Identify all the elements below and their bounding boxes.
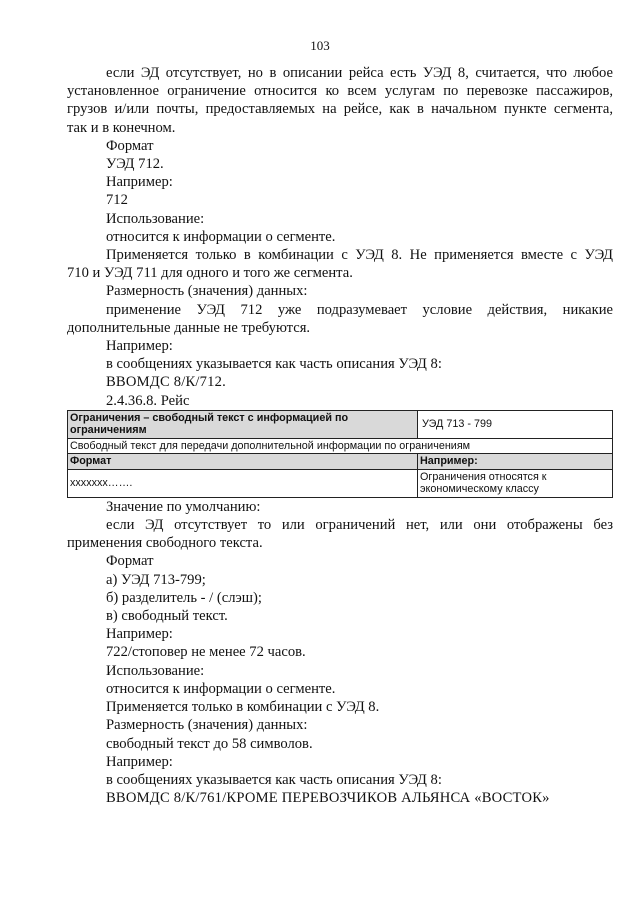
table-description-cell: Свободный текст для передачи дополнительной информации по ограничениям (68, 438, 613, 454)
default-label: Значение по умолчанию: (106, 498, 261, 515)
intro-line: установленное ограничение относится ко всем услугам по перевозке пассажиров, (67, 83, 613, 100)
intro-line: так и в конечном. (67, 119, 176, 136)
dimension-value: применение УЭД 712 уже подразумевает условие действия, никакие (106, 301, 613, 318)
format-item: а) УЭД 713-799; (106, 571, 206, 588)
dimension-value: дополнительные данные не требуются. (67, 319, 311, 336)
table-title-line: Ограничения – свободный текст с информацией по (70, 411, 349, 424)
table-code-cell: УЭД 713 - 799 (418, 410, 613, 438)
format-label: Формат (106, 553, 154, 570)
usage-note: 710 и УЭД 711 для одного и того же сегмента. (67, 265, 353, 282)
table-format-value: ххххххх……. (68, 469, 418, 497)
table-title-line: ограничениям (70, 424, 147, 437)
table-title-cell (68, 410, 418, 438)
format-item: в) свободный текст. (106, 608, 228, 625)
table-row (68, 438, 613, 454)
section-heading: 2.4.36.8. Рейс (106, 392, 190, 409)
table-example-value: Ограничения относятся к экономическому классу (418, 469, 613, 497)
format-label: Формат (106, 137, 154, 154)
page-body (67, 64, 613, 807)
format-item: б) разделитель - / (слэш); (106, 589, 262, 606)
table-row (68, 469, 613, 497)
example-label: Например: (106, 753, 173, 770)
example-label: Например: (106, 174, 173, 191)
intro-line: если ЭД отсутствует, но в описании рейса есть УЭД 8, считается, что любое (106, 65, 613, 81)
example-value: в сообщениях указывается как часть описания УЭД 8: (106, 771, 442, 788)
dimension-label: Размерность (значения) данных: (106, 717, 308, 734)
example-label: Например: (106, 626, 173, 643)
page-number: 103 (310, 38, 330, 53)
usage-note: Применяется только в комбинации с УЭД 8. Не применяется вместе с УЭД (106, 247, 613, 264)
table-example-header: Например: (418, 454, 613, 470)
example-value: 712 (106, 192, 128, 209)
usage-value: относится к информации о сегменте. (106, 680, 336, 697)
default-value: применения свободного текста. (67, 535, 263, 552)
example-code: ВВОМДС 8/К/712. (106, 374, 226, 391)
format-value: УЭД 712. (106, 156, 164, 173)
table-row (68, 410, 613, 438)
usage-value: относится к информации о сегменте. (106, 228, 336, 245)
table-row (68, 454, 613, 470)
default-value: если ЭД отсутствует то или ограничений нет, или они отображены без (106, 517, 613, 534)
example-value: в сообщениях указывается как часть описания УЭД 8: (106, 356, 442, 373)
restrictions-table (67, 410, 613, 498)
usage-note: Применяется только в комбинации с УЭД 8. (106, 699, 380, 716)
dimension-value: свободный текст до 58 символов. (106, 735, 313, 752)
usage-label: Использование: (106, 210, 205, 227)
example-value: 722/стоповер не менее 72 часов. (106, 644, 306, 661)
table-format-header: Формат (68, 454, 418, 470)
dimension-label: Размерность (значения) данных: (106, 283, 308, 300)
example-label: Например: (106, 338, 173, 355)
usage-label: Использование: (106, 662, 205, 679)
intro-line: грузов и/или почты, предоставляемых на рейсе, как в начальном пункте сегмента, (67, 101, 613, 118)
example-code: ВВОМДС 8/К/761/КРОМЕ ПЕРЕВОЗЧИКОВ АЛЬЯНСА «ВОСТОК» (106, 790, 550, 807)
